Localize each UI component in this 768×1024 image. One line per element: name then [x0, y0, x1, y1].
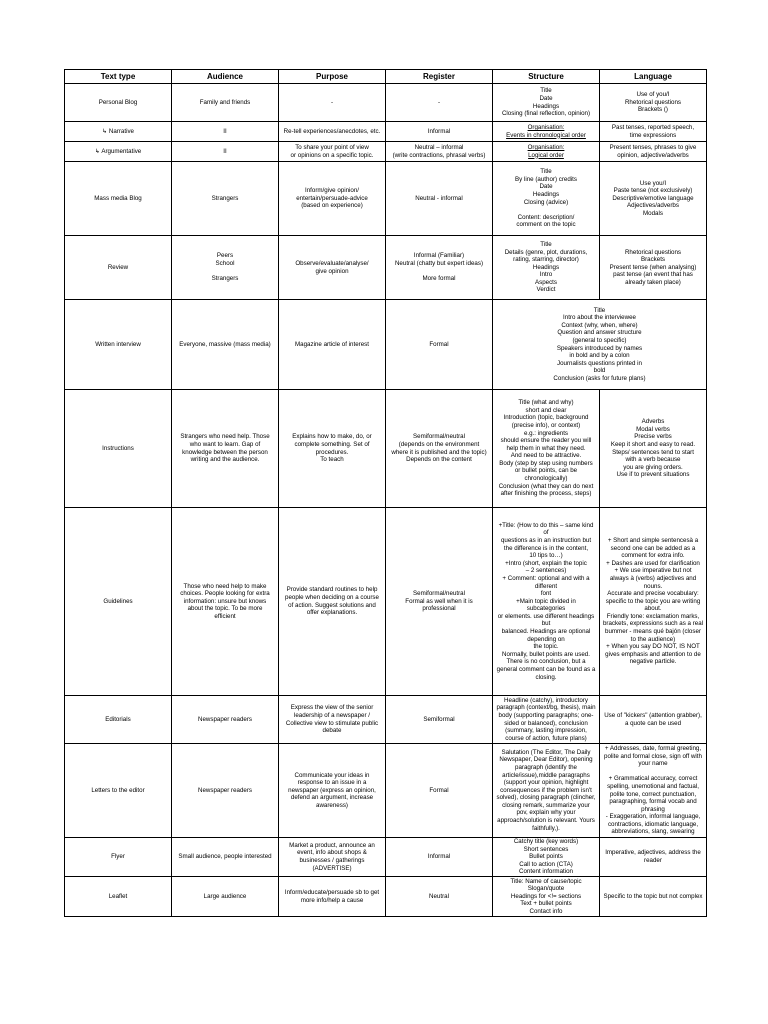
cell-type: Letters to the editor — [65, 744, 172, 838]
row-argumentative — [65, 142, 707, 162]
cell-register: Informal (Familiar) Neutral (chatty but expert ideas) More formal — [386, 236, 493, 300]
row-personal-blog — [65, 84, 707, 122]
cell-audience: Those who need help to make choices. People looking for extra information: unsure but knows about the topic. To be more efficient — [172, 508, 279, 696]
cell-purpose: Communicate your ideas in response to an issue in a newspaper (express an opinion, defend an argument, increase awareness) — [279, 744, 386, 838]
cell-type: Mass media Blog — [65, 162, 172, 236]
cell-purpose: Market a product, announce an event, info about shops & businesses / gatherings (ADVERTISE) — [279, 838, 386, 877]
cell-type: Instructions — [65, 390, 172, 508]
structure-value: Events in chronological order — [506, 131, 586, 139]
cell-purpose: Inform/give opinion/ entertain/persuade-advice (based on experience) — [279, 162, 386, 236]
cell-type: ↳ Argumentative — [65, 142, 172, 162]
structure-value: Logical order — [528, 151, 564, 159]
cell-register: Neutral – informal (write contractions, phrasal verbs) — [386, 142, 493, 162]
cell-register: Neutral - informal — [386, 162, 493, 236]
cell-audience: Peers School Strangers — [172, 236, 279, 300]
cell-audience: Small audience, people interested — [172, 838, 279, 877]
cell-structure: Title: Name of cause/topic Slogan/quote Headings for <!= sections Text + bullet points Contact info — [493, 877, 600, 917]
cell-structure-language: Title Intro about the interviewee Context (why, when, where) Question and answer structure (general to specific) Speakers introduced by names in bold and by a colon Journalists questions printed in bold Conclusion (asks for future plans) — [493, 300, 707, 390]
cell-type: Review — [65, 236, 172, 300]
cell-purpose: Express the view of the senior leadership of a newspaper / Collective view to stimulate public debate — [279, 696, 386, 744]
cell-type: Guidelines — [65, 508, 172, 696]
cell-type: Editorials — [65, 696, 172, 744]
structure-label: Organisation: — [527, 123, 565, 131]
cell-structure: Title Date Headings Closing (final reflection, opinion) — [493, 84, 600, 122]
cell-structure — [493, 122, 600, 142]
cell-type: Written interview — [65, 300, 172, 390]
cell-structure: Salutation (The Editor, The Daily Newspaper, Dear Editor), opening paragraph (identify the article/issue),middle paragraphs (support your opinion, highlight consequences if the problem isn't solved), closing paragraph (clincher, closing remark, summarize your pov, explain why your approach/solution is relevant. Yours faithfully,). — [493, 744, 600, 838]
cell-type: ↳ Narrative — [65, 122, 172, 142]
cell-register: Semiformal/neutral Formal as well when it is professional — [386, 508, 493, 696]
cell-register: Neutral — [386, 877, 493, 917]
row-review — [65, 236, 707, 300]
cell-type: Leaflet — [65, 877, 172, 917]
cell-structure: Headline (catchy), introductory paragraph (context/bg, thesis), main body (supporting paragraphs; one- sided or balanced), conclusion (summary, lasting impression, course of action, future plans) — [493, 696, 600, 744]
row-leaflet — [65, 877, 707, 917]
cell-language: Past tenses, reported speech, time expressions — [600, 122, 707, 142]
cell-audience: Everyone, massive (mass media) — [172, 300, 279, 390]
cell-audience: Newspaper readers — [172, 696, 279, 744]
cell-register: Semiformal — [386, 696, 493, 744]
cell-structure — [493, 142, 600, 162]
cell-structure: Title (what and why) short and clear Introduction (topic, background (precise info), or context) e.g.: ingredients should ensure the reader you will help them in what they need. And need to be attractive. Body (step by step using numbers or bullet points, can be chronologically) Conclusion (what they can do next after finishing the process, steps) — [493, 390, 600, 508]
row-guidelines — [65, 508, 707, 696]
cell-structure: +Title: (How to do this – same kind of questions as in an instruction but the difference is in the content, 10 tips to…) +Intro (short, explain the topic – 2 sentences) + Comment: optional and with a different font +Main topic divided in subcategories or elements. use different headings but balanced. Headings are optional depending on the topic. Normally, bullet points are used. There is no conclusion, but a general comment can be found as a closing. — [493, 508, 600, 696]
cell-language: Use of you/I Rhetorical questions Brackets () — [600, 84, 707, 122]
row-letters-to-editor — [65, 744, 707, 838]
cell-audience: II — [172, 122, 279, 142]
cell-language: Present tenses, phrases to give opinion, adjective/adverbs — [600, 142, 707, 162]
cell-register: - — [386, 84, 493, 122]
cell-audience: Family and friends — [172, 84, 279, 122]
header-structure: Structure — [493, 70, 600, 84]
cell-language: Use of "kickers" (attention grabber), a quote can be used — [600, 696, 707, 744]
cell-type: Flyer — [65, 838, 172, 877]
cell-register: Formal — [386, 744, 493, 838]
header-language: Language — [600, 70, 707, 84]
row-written-interview — [65, 300, 707, 390]
cell-language: Use you/I Paste tense (not exclusively) Descriptive/emotive language Adjectives/adverbs Modals — [600, 162, 707, 236]
row-flyer — [65, 838, 707, 877]
cell-type: Personal Blog — [65, 84, 172, 122]
cell-audience: Strangers who need help. Those who want to learn. Gap of knowledge between the person writing and the audience. — [172, 390, 279, 508]
header-register: Register — [386, 70, 493, 84]
row-instructions — [65, 390, 707, 508]
text-types-table — [64, 69, 707, 917]
cell-purpose: Observe/evaluate/analyse/ give opinion — [279, 236, 386, 300]
cell-purpose: Explains how to make, do, or complete something. Set of procedures. To teach — [279, 390, 386, 508]
cell-language: Adverbs Modal verbs Precise verbs Keep it short and easy to read. Steps/ sentences tend to start with a verb because you are giving orders. Use if to prevent situations — [600, 390, 707, 508]
cell-purpose: Re-tell experiences/anecdotes, etc. — [279, 122, 386, 142]
cell-language: Imperative, adjectives, address the reader — [600, 838, 707, 877]
cell-language: + Addresses, date, formal greeting, polite and formal close, sign off with your name + Grammatical accuracy, correct spelling, unemotional and factual, polite tone, correct punctuation, paragraphing, formal vocab and phrasing - Exaggeration, informal language, contractions, idiomatic language, abbreviations, slang, swearing — [600, 744, 707, 838]
cell-audience: Newspaper readers — [172, 744, 279, 838]
cell-structure: Catchy title (key words) Short sentences Bullet points Call to action (CTA) Content information — [493, 838, 600, 877]
row-narrative — [65, 122, 707, 142]
row-editorials — [65, 696, 707, 744]
cell-language: Specific to the topic but not complex — [600, 877, 707, 917]
cell-audience: II — [172, 142, 279, 162]
header-audience: Audience — [172, 70, 279, 84]
header-row — [65, 70, 707, 84]
header-text-type: Text type — [65, 70, 172, 84]
cell-language: Rhetorical questions Brackets Present tense (when analysing) past tense (an event that has already taken place) — [600, 236, 707, 300]
cell-purpose: - — [279, 84, 386, 122]
cell-structure: Title By line (author) credits Date Headings Closing (advice) Content: description/ comment on the topic — [493, 162, 600, 236]
cell-register: Semiformal/neutral (depends on the environment where it is published and the topic) Depends on the content — [386, 390, 493, 508]
cell-purpose: Magazine article of interest — [279, 300, 386, 390]
cell-purpose: Inform/educate/persuade sb to get more info/help a cause — [279, 877, 386, 917]
row-mass-media-blog — [65, 162, 707, 236]
cell-structure: Title Details (genre, plot, durations, rating, starring, director) Headings Intro Aspects Verdict — [493, 236, 600, 300]
cell-register: Informal — [386, 122, 493, 142]
cell-purpose: To share your point of view or opinions on a specific topic. — [279, 142, 386, 162]
header-purpose: Purpose — [279, 70, 386, 84]
structure-label: Organisation: — [527, 143, 565, 151]
cell-audience: Strangers — [172, 162, 279, 236]
cell-language: + Short and simple sentencesà a second one can be added as a comment for extra info. + Dashes are used for clarification + We use imperative but not always à (verbs) adjectives and nouns. Accurate and precise vocabulary: specific to the topic you are writing about. Friendly tone: exclamation marks, brackets, expressions such as a real bummer - means qué bajón (closer to the audience) + When you say DO NOT, IS NOT gives emphasis and attention to de negative particle. — [600, 508, 707, 696]
cell-register: Informal — [386, 838, 493, 877]
cell-register: Formal — [386, 300, 493, 390]
cell-audience: Large audience — [172, 877, 279, 917]
cell-purpose: Provide standard routines to help people when deciding on a course of action. Suggest solutions and offer explanations. — [279, 508, 386, 696]
